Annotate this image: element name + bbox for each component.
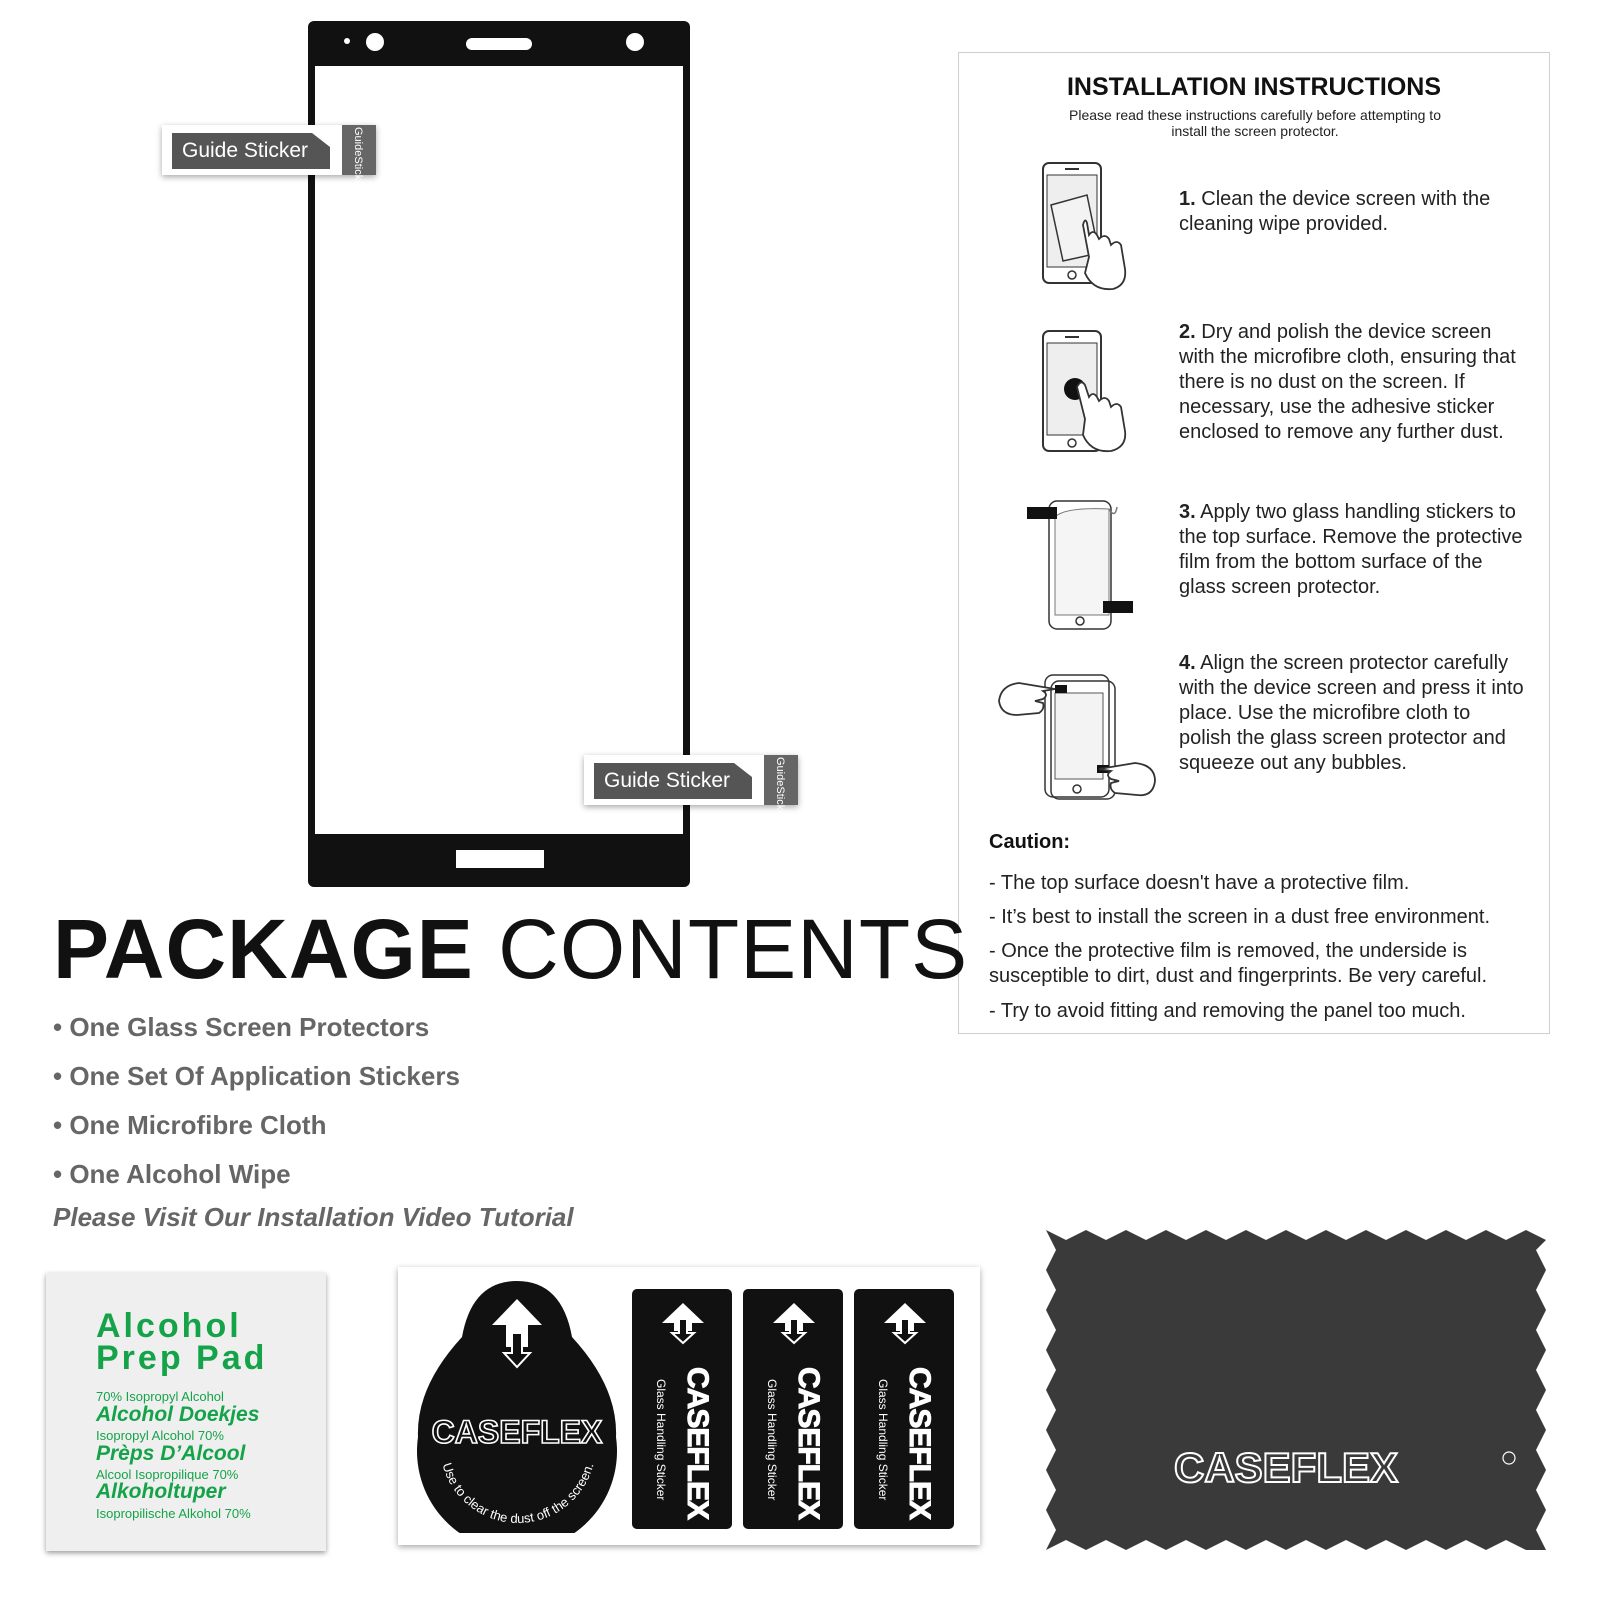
- front-camera-hole: [366, 33, 384, 51]
- arrow-up-icon: [882, 1301, 928, 1345]
- glass-handling-sticker: [743, 1289, 843, 1529]
- instructions-intro: Please read these instructions carefully before attempting to install the screen protector.: [1069, 107, 1441, 139]
- guide-sticker-bottom: [584, 755, 798, 820]
- package-contents-title: [53, 902, 969, 996]
- sticker-fold-icon: [734, 763, 752, 777]
- step-number: 4.: [1179, 652, 1196, 674]
- caution-item: - It’s best to install the screen in a dust free environment.: [989, 906, 1490, 928]
- package-item: • One Alcohol Wipe: [53, 1159, 291, 1189]
- title-bold: PACKAGE: [53, 902, 474, 996]
- phone-align-icon: [995, 673, 1175, 803]
- caution-title: Caution:: [989, 831, 1071, 853]
- handling-sticker-logo: CASEFLEX: [903, 1367, 936, 1520]
- guide-sticker-tab-text: GuideSticker: [352, 127, 364, 190]
- guide-sticker-label: Guide Sticker: [594, 763, 752, 799]
- guide-sticker-tab: [342, 125, 376, 190]
- video-tutorial-link[interactable]: Please Visit Our Installation Video Tutorial: [53, 1202, 574, 1232]
- caution-item: - Once the protective film is removed, the underside is susceptible to dirt, dust and fingerprints. Be very careful.: [989, 940, 1488, 987]
- pad-line: Alcool Isopropilique 70%: [96, 1467, 239, 1482]
- glass-handling-sticker: [854, 1289, 954, 1529]
- dust-removal-sticker: [412, 1277, 622, 1533]
- guide-sticker-tab-text: GuideSticker: [774, 757, 786, 820]
- handling-sticker-label: Glass Handling Sticker: [876, 1379, 890, 1501]
- guide-sticker-top: [162, 125, 376, 190]
- step-text: Align the screen protector carefully with the device screen and press it into place. Use the microfibre cloth to polish the glass screen protector and squeeze out any bubbles.: [1179, 652, 1524, 774]
- guide-sticker-tab: [764, 755, 798, 820]
- step-2: [1179, 320, 1524, 445]
- pad-line: Alcohol Doekjes: [96, 1403, 260, 1426]
- pad-title-line1: Alcohol: [96, 1307, 242, 1345]
- alcohol-prep-pad: [46, 1273, 326, 1551]
- protector-glass-area: [315, 66, 683, 834]
- microfibre-cloth: [1046, 1230, 1546, 1550]
- pad-title-line2: Prep Pad: [96, 1339, 268, 1377]
- step-3: [1179, 500, 1524, 600]
- step-number: 2.: [1179, 321, 1196, 343]
- pad-line: 70% Isopropyl Alcohol: [96, 1389, 224, 1404]
- pad-line: Isopropilische Alkohol 70%: [96, 1506, 251, 1521]
- instructions-title: INSTALLATION INSTRUCTIONS: [1066, 73, 1442, 101]
- step-number: 3.: [1179, 501, 1196, 523]
- earpiece-slot: [466, 38, 532, 50]
- step-4: [1179, 651, 1524, 776]
- guide-sticker-label: Guide Sticker: [172, 133, 330, 169]
- phone-film-icon: [1025, 497, 1135, 637]
- caution-item: - The top surface doesn't have a protective film.: [989, 872, 1410, 894]
- sticker-brand-logo: CASEFLEX: [431, 1414, 603, 1450]
- package-item: • One Glass Screen Protectors: [53, 1012, 430, 1042]
- step-text: Apply two glass handling stickers to the top surface. Remove the protective film from the bottom surface of the glass screen protector.: [1179, 501, 1523, 598]
- phone-polish-icon: [1039, 329, 1139, 459]
- handling-sticker-logo: CASEFLEX: [792, 1367, 825, 1520]
- step-1: [1179, 187, 1524, 237]
- pad-line: Isopropyl Alcohol 70%: [96, 1428, 224, 1443]
- sensor-hole: [626, 33, 644, 51]
- cloth-brand-logo: CASEFLEX: [1173, 1444, 1399, 1491]
- arrow-up-icon: [771, 1301, 817, 1345]
- sticker-fold-icon: [312, 133, 330, 147]
- step-text: Dry and polish the device screen with the microfibre cloth, ensuring that there is no dust on the screen. If necessary, use the adhesive sticker enclosed to remove any further dust.: [1179, 321, 1516, 443]
- handling-sticker-label: Glass Handling Sticker: [765, 1379, 779, 1501]
- installation-instructions-panel: [958, 52, 1550, 1034]
- step-text: Clean the device screen with the cleaning wipe provided.: [1179, 188, 1491, 235]
- glass-handling-sticker: [632, 1289, 732, 1529]
- package-item: • One Microfibre Cloth: [53, 1110, 327, 1140]
- phone-wipe-icon: [1039, 161, 1139, 297]
- application-sticker-sheet: [398, 1267, 980, 1545]
- arrow-up-icon: [660, 1301, 706, 1345]
- caution-item: - Try to avoid fitting and removing the panel too much.: [989, 1000, 1466, 1022]
- pad-line: Prèps D’Alcool: [96, 1442, 246, 1465]
- sensor-dot: [344, 38, 350, 44]
- dust-instruction-path: Use to clear the dust off the screen.: [439, 1460, 597, 1527]
- step-number: 1.: [1179, 188, 1196, 210]
- bottom-slot: [456, 850, 544, 868]
- pad-line: Alkoholtuper: [96, 1480, 226, 1503]
- title-light: CONTENTS: [498, 902, 969, 996]
- handling-sticker-label: Glass Handling Sticker: [654, 1379, 668, 1501]
- handling-sticker-logo: CASEFLEX: [681, 1367, 714, 1520]
- package-item: • One Set Of Application Stickers: [53, 1061, 460, 1091]
